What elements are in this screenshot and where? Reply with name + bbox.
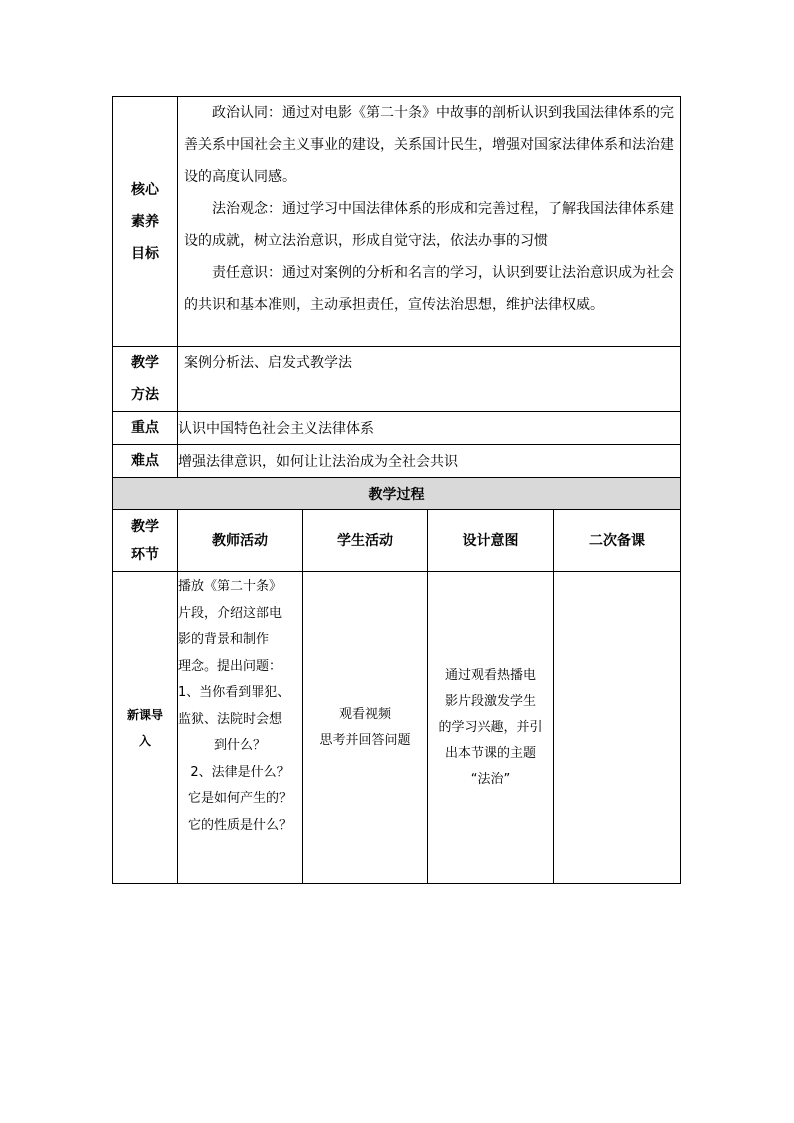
- goals-label: 核心 素养 目标: [113, 97, 178, 347]
- goals-row: [113, 97, 681, 347]
- stage-header: 教学 环节: [113, 510, 178, 572]
- intro-stage-label: 新课导 入: [113, 572, 178, 884]
- design-intent-header: 设计意图: [428, 510, 554, 572]
- process-header-row: [113, 510, 681, 572]
- intro-second-preparation: [554, 572, 681, 884]
- intro-teacher-activity: 播放《第二十条》 片段，介绍这部电 影的背景和制作 理念。提出问题： 1、当你看到罪犯、 监狱、法院时会想 到什么？ 2、法律是什么？ 它是如何产生的？ 它的性质是什么？: [178, 572, 303, 884]
- method-label: 教学 方法: [113, 347, 178, 412]
- teacher-activity-header: 教师活动: [178, 510, 303, 572]
- lesson-plan-table: [112, 96, 681, 884]
- process-title: 教学过程: [113, 478, 681, 510]
- key-point-content: 认识中国特色社会主义法律体系: [178, 412, 681, 445]
- method-content: 案例分析法、启发式教学法: [178, 347, 681, 412]
- process-title-row: [113, 478, 681, 510]
- intro-row: [113, 572, 681, 884]
- goal-political-identity: 政治认同：通过对电影《第二十条》中故事的剖析认识到我国法律体系的完善关系中国社会主义事业的建设，关系国计民生，增强对国家法律体系和法治建设的高度认同感。: [184, 105, 674, 185]
- key-point-row: [113, 412, 681, 445]
- goal-rule-of-law: 法治观念：通过学习中国法律体系的形成和完善过程，了解我国法律体系建设的成就，树立法治意识，形成自觉守法，依法办事的习惯: [184, 201, 674, 249]
- goal-responsibility: 责任意识：通过对案例的分析和名言的学习，认识到要让法治意识成为社会的共识和基本准则，主动承担责任，宣传法治思想，维护法律权威。: [184, 265, 674, 313]
- student-activity-header: 学生活动: [303, 510, 428, 572]
- lesson-plan-page: [112, 96, 680, 884]
- goals-content: [178, 97, 681, 347]
- difficulty-label: 难点: [113, 445, 178, 478]
- key-point-label: 重点: [113, 412, 178, 445]
- intro-design-intent: 通过观看热播电 影片段激发学生 的学习兴趣，并引 出本节课的主题 “法治”: [428, 572, 554, 884]
- intro-student-activity: 观看视频 思考并回答问题: [303, 572, 428, 884]
- difficulty-row: [113, 445, 681, 478]
- difficulty-content: 增强法律意识，如何让让法治成为全社会共识: [178, 445, 681, 478]
- second-preparation-header: 二次备课: [554, 510, 681, 572]
- method-row: [113, 347, 681, 412]
